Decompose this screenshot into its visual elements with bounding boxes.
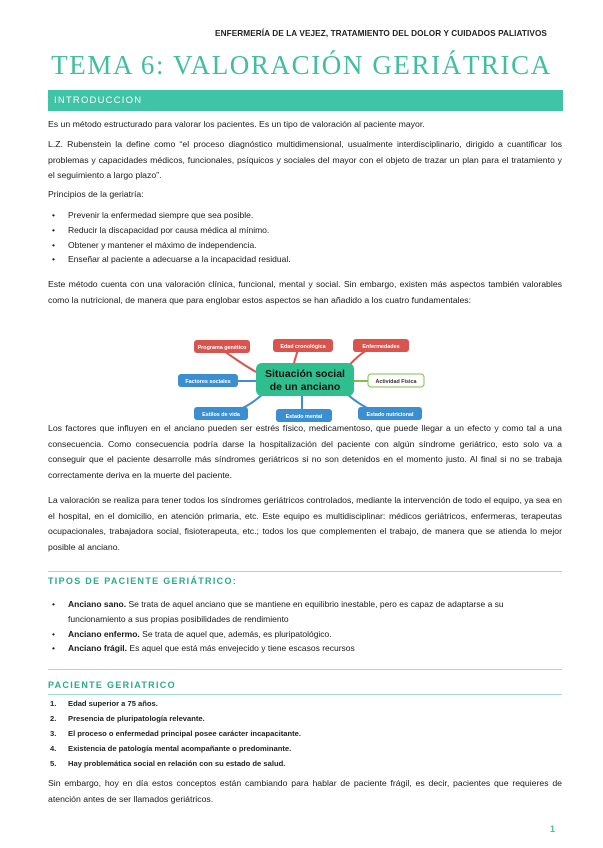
principles-label: Principios de la geriatría: [48,189,144,199]
closing-paragraph: Sin embargo, hoy en día estos conceptos están cambiando para hablar de paciente frágil, es decir, pacientes que requieres de atención antes de ser llamados geriátricos. [48,778,562,804]
list-item: • Reducir la discapacidad por causa médica al mínimo. [48,223,562,238]
section-divider [48,571,562,572]
mindmap-node-actividad: Actividad Física [375,379,417,385]
mindmap-node-estilos: Estilos de vida [202,412,240,418]
bullet-icon: • [52,239,55,250]
bullet-icon: • [52,254,55,265]
list-item: • Anciano frágil. Es aquel que está más envejecido y tiene escasos recursos [48,641,562,656]
paciente-list [48,696,562,771]
list-item: • Prevenir la enfermedad siempre que sea posible. [48,208,562,223]
intro-paragraph-4: Los factores que influyen en el anciano pueden ser estrés físico, medicamentoso, que puede llegar a un efecto y como tal a una consecuencia. Como consecuencia podría darse la hospitalización del paciente con algún síndrome geriátrico, esto solo va a conseguir que el paciente desarrolle más síndromes geriátricos si no son detenidos en el momento justo. Al final si no se trabaja correctamente deriva en la muerte del paciente. [48,423,562,480]
list-item: 3. El proceso o enfermedad principal posee carácter incapacitante. [50,729,301,738]
list-item: 1. Edad superior a 75 años. [50,699,158,708]
bullet-icon: • [52,224,55,235]
bullet-icon: • [52,210,55,220]
section-heading-paciente: PACIENTE GERIATRICO [48,680,176,690]
tipos-list [48,597,562,656]
mindmap-node-nutricional: Estado nutricional [366,412,414,418]
mindmap-center-line-2: de un anciano [269,381,341,393]
list-item: 4. Existencia de patología mental acompañante o predominante. [50,744,292,753]
mindmap-node-edad: Edad cronológica [280,344,326,350]
running-header: ENFERMERÍA DE LA VEJEZ, TRATAMIENTO DEL DOLOR Y CUIDADOS PALIATIVOS [215,29,547,38]
mindmap-node-mental: Estado mental [285,414,323,420]
intro-paragraph-5: La valoración se realiza para tener todos los síndromes geriátricos controlados, mediante la intervención de todo el equipo, ya sea en el hospital, en el domicilio, en atención primaria, etc. Este equipo es multidisciplinar: médicos geriátricos, enfermeras, terapeutas ocupacionales, trabajadora social, fisioterapeuta, etc.; todos los que complementen el trabajo, de manera que se atienda lo mejor posible al anciano. [48,495,562,552]
mindmap-svg [176,333,426,425]
section-heading-tipos: TIPOS DE PACIENTE GERIÁTRICO: [48,576,238,586]
intro-paragraph-2: L.Z. Rubenstein la define como “el proceso diagnóstico multidimensional, usualmente interdisciplinario, dirigido a cuantificar los problemas y capacidades médicos, funcionales, psíquicos y sociales del mayor con el objeto de trazar un plan para el tratamiento y el seguimiento a largo plazo”. [48,139,562,181]
section-banner-introduccion: INTRODUCCION [48,90,563,111]
list-item: • Obtener y mantener el máximo de independencia. [48,238,562,253]
intro-paragraph-3: Este método cuenta con una valoración clínica, funcional, mental y social. Sin embargo, existen más aspectos también valorables como la nutricional, de manera que para englobar estos aspectos se han añadido a los cuatro fundamentales: [48,279,562,305]
list-item: • Anciano enfermo. Se trata de aquel que, además, es pluripatológico. [48,627,562,642]
list-item: 5. Hay problemática social en relación con su estado de salud. [50,759,286,768]
mindmap-center-line-1: Situación social [265,368,345,380]
list-item: • Enseñar al paciente a adecuarse a la incapacidad residual. [48,252,562,267]
mindmap-node-enfermedades: Enfermedades [362,344,400,350]
mindmap-node-programa: Programa genético [197,345,247,351]
section-divider [48,694,562,695]
list-item: • Anciano sano. Se trata de aquel anciano que se mantiene en equilibrio inestable, pero es capaz de adaptarse a su funcionamiento a sus propias posibilidades de rendimiento [52,599,504,624]
principles-list [48,208,562,267]
mindmap-node-factores: Factores sociales [185,379,231,385]
page-number: 1 [549,824,555,834]
page-title: TEMA 6: VALORACIÓN GERIÁTRICA [51,50,552,80]
bullet-icon: • [52,599,55,609]
mindmap-figure [176,333,426,425]
intro-paragraph-1: Es un método estructurado para valorar los pacientes. Es un tipo de valoración al paciente mayor. [48,119,425,129]
bullet-icon: • [52,643,55,654]
section-divider [48,669,562,670]
bullet-icon: • [52,628,55,639]
list-item: 2. Presencia de pluripatología relevante. [50,714,205,723]
